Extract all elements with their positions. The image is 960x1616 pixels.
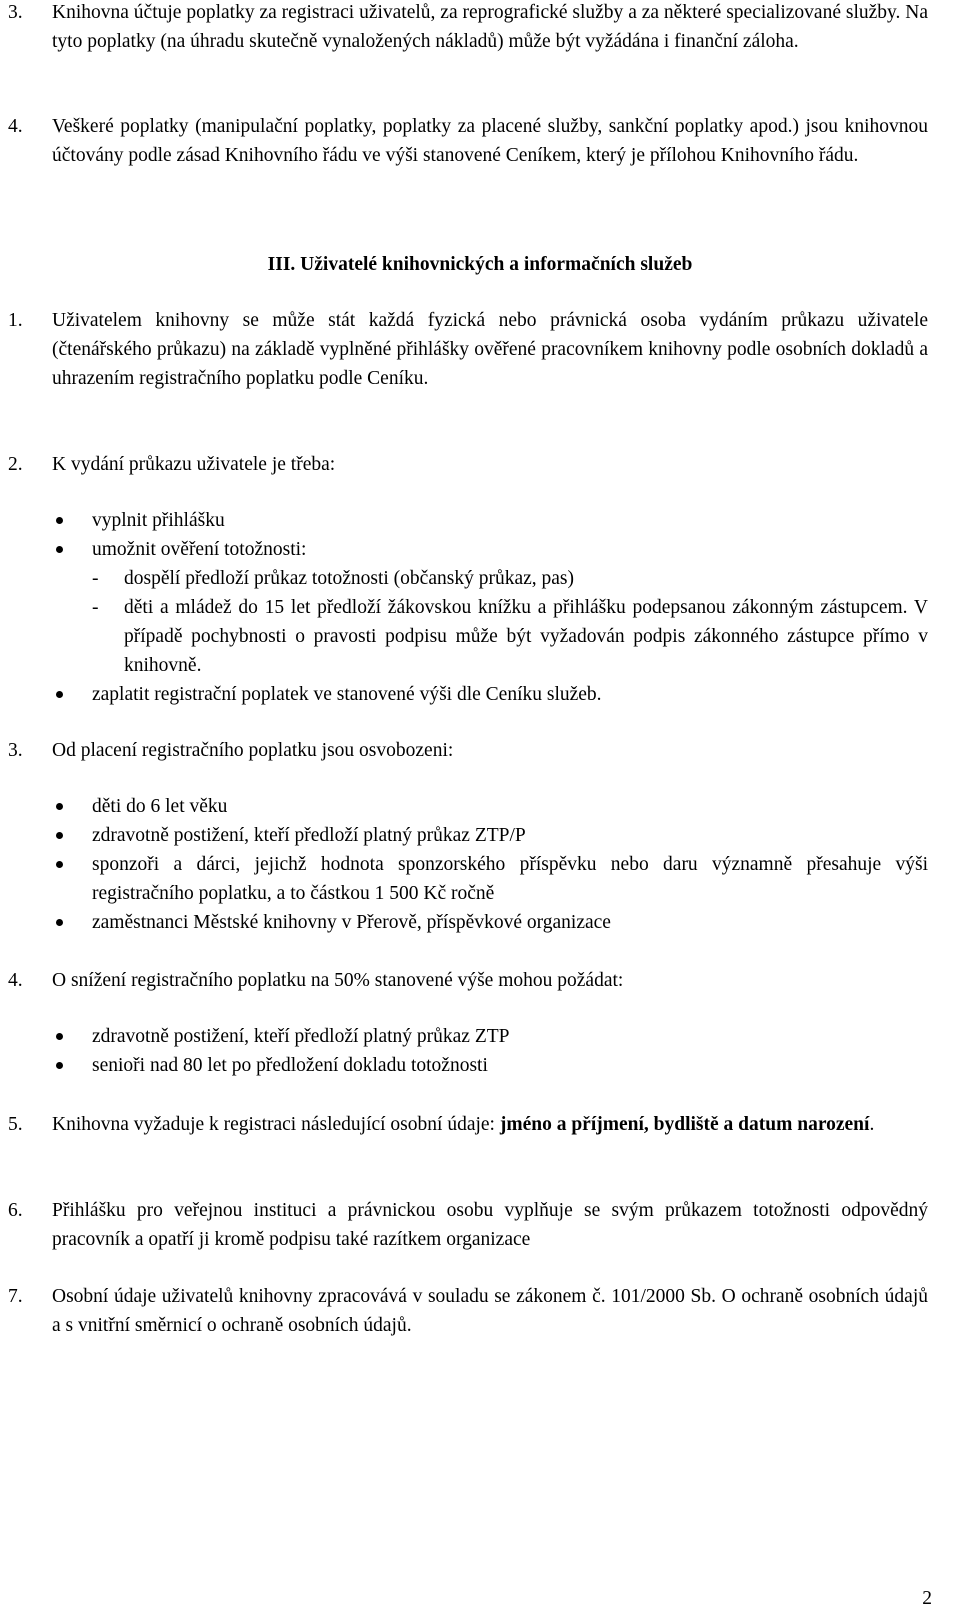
- paragraph-text: Přihlášku pro veřejnou instituci a právnickou osobu vyplňuje se svým průkazem totožnosti odpovědný pracovník a opatří ji kromě podpisu také razítkem organizace: [52, 1200, 928, 1250]
- dash-marker: -: [92, 597, 99, 618]
- section-heading: III. Uživatelé knihovnických a informačních služeb: [267, 254, 693, 275]
- sub-list-item-text: dospělí předloží průkaz totožnosti (občanský průkaz, pas): [124, 568, 574, 589]
- list-item: [0, 792, 928, 821]
- list-item: [0, 850, 928, 908]
- bullet-icon: [56, 691, 63, 698]
- bullet-icon: [56, 803, 63, 810]
- paragraph-number: 7.: [8, 1286, 23, 1307]
- paragraph-text-bold: jméno a příjmení, bydliště a datum narození: [499, 1114, 870, 1135]
- paragraph-users-3: [8, 736, 928, 765]
- bullet-icon: [56, 1062, 63, 1069]
- list-item: [0, 680, 928, 709]
- bullet-icon: [56, 517, 63, 524]
- paragraph-users-4: [8, 966, 928, 995]
- list-item-text: zdravotně postižení, kteří předloží platný průkaz ZTP/P: [92, 825, 526, 846]
- paragraph-text: Veškeré poplatky (manipulační poplatky, poplatky za placené služby, sankční poplatky apod.) jsou knihovnou účtovány podle zásad Knihovního řádu ve výši stanovené Ceníkem, který je přílohou Knihovního řádu.: [52, 116, 928, 166]
- paragraph-number: 2.: [8, 454, 23, 475]
- list-item-text: senioři nad 80 let po předložení dokladu totožnosti: [92, 1055, 488, 1076]
- paragraph-number: 4.: [8, 970, 23, 991]
- paragraph-number: 6.: [8, 1200, 23, 1221]
- sub-list-item: [0, 564, 928, 593]
- bullet-icon: [56, 832, 63, 839]
- list-item: [0, 821, 928, 850]
- paragraph-users-7: [8, 1282, 928, 1340]
- sub-list-item: [0, 593, 928, 680]
- paragraph-fees-3: [8, 0, 928, 56]
- paragraph-text: Uživatelem knihovny se může stát každá fyzická nebo právnická osoba vydáním průkazu uživatele (čtenářského průkazu) na základě vyplněné přihlášky ověřené pracovníkem knihovny podle osobních dokladů a uhrazením registračního poplatku podle Ceníku.: [52, 310, 928, 389]
- list-item-text: zaměstnanci Městské knihovny v Přerově, příspěvkové organizace: [92, 912, 611, 933]
- paragraph-text: K vydání průkazu uživatele je třeba:: [52, 454, 336, 475]
- paragraph-users-2: [8, 450, 928, 479]
- paragraph-text: [52, 1110, 928, 1139]
- paragraph-fees-4: [8, 112, 928, 170]
- list-item: [0, 1051, 928, 1080]
- paragraph-text: Osobní údaje uživatelů knihovny zpracovává v souladu se zákonem č. 101/2000 Sb. O ochraně osobních údajů a s vnitřní směrnicí o ochraně osobních údajů.: [52, 1286, 928, 1336]
- sub-list-item-text: děti a mládež do 15 let předloží žákovskou knížku a přihlášku podepsanou zákonným zástupcem. V případě pochybnosti o pravosti podpisu může být vyžadován podpis zákonného zástupce přímo v knihovně.: [124, 597, 928, 676]
- paragraph-users-5: [8, 1110, 928, 1139]
- paragraph-users-1: [8, 306, 928, 393]
- paragraph-number: 3.: [8, 2, 23, 23]
- list-item: [0, 1022, 928, 1051]
- paragraph-number: 1.: [8, 310, 23, 331]
- paragraph-users-6: [8, 1196, 928, 1254]
- dash-marker: -: [92, 568, 99, 589]
- bullet-icon: [56, 1033, 63, 1040]
- page-number: 2: [922, 1588, 932, 1609]
- list-item-text: umožnit ověření totožnosti:: [92, 539, 307, 560]
- paragraph-number: 4.: [8, 116, 23, 137]
- list-item-text: děti do 6 let věku: [92, 796, 228, 817]
- paragraph-number: 3.: [8, 740, 23, 761]
- list-item-text: zaplatit registrační poplatek ve stanovené výši dle Ceníku služeb.: [92, 684, 602, 705]
- list-item: [0, 535, 928, 564]
- paragraph-text: Knihovna účtuje poplatky za registraci uživatelů, za reprografické služby a za některé specializované služby. Na tyto poplatky (na úhradu skutečně vynaložených nákladů) může být vyžádána i finanční záloha.: [52, 2, 928, 52]
- paragraph-text-regular: Knihovna vyžaduje k registraci následující osobní údaje:: [52, 1114, 500, 1135]
- paragraph-text-end: .: [869, 1114, 875, 1135]
- paragraph-text: Od placení registračního poplatku jsou osvobozeni:: [52, 740, 454, 761]
- list-item: [0, 506, 928, 535]
- bullet-icon: [56, 919, 63, 926]
- list-item-text: sponzoři a dárci, jejichž hodnota sponzorského příspěvku nebo daru významně přesahuje výši registračního poplatku, a to částkou 1 500 Kč ročně: [92, 854, 928, 904]
- list-item-text: zdravotně postižení, kteří předloží platný průkaz ZTP: [92, 1026, 510, 1047]
- reductions-list: [0, 1022, 928, 1080]
- requirements-list: [0, 506, 928, 709]
- list-item: [0, 908, 928, 937]
- bullet-icon: [56, 861, 63, 868]
- paragraph-number: 5.: [8, 1114, 23, 1135]
- bullet-icon: [56, 546, 63, 553]
- exemptions-list: [0, 792, 928, 937]
- paragraph-text: O snížení registračního poplatku na 50% stanovené výše mohou požádat:: [52, 970, 624, 991]
- list-item-text: vyplnit přihlášku: [92, 510, 225, 531]
